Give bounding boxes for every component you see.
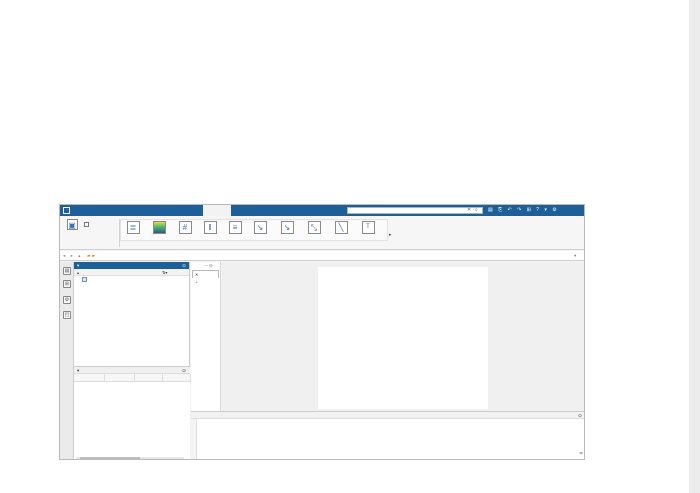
quick-access-toolbar[interactable]: ▤ ⎘ ↶ ↷ ⊞ ? ▾ ⚙ bbox=[488, 207, 559, 213]
text-arrow-icon: ↘ bbox=[254, 221, 267, 234]
files-column-header[interactable]: ▴ ⇅▾ bbox=[74, 269, 189, 276]
workspace-scrollbar[interactable] bbox=[76, 457, 184, 460]
col-size[interactable] bbox=[134, 374, 162, 381]
addons-rail-icon[interactable]: ⚙ bbox=[64, 297, 70, 303]
collapse-icon[interactable]: ▾ bbox=[77, 368, 80, 373]
col-class[interactable] bbox=[162, 374, 190, 381]
nav-arrows-icon[interactable]: ◂ ▸ ▴ bbox=[63, 253, 83, 258]
scrollbar-thumb[interactable] bbox=[80, 457, 140, 460]
top-figure bbox=[0, 0, 700, 190]
tab-tools[interactable] bbox=[287, 205, 315, 216]
matlab-logo-icon bbox=[63, 207, 70, 214]
matlab-window bbox=[59, 204, 585, 460]
figure-tabs-panel bbox=[191, 262, 221, 411]
tab-apps[interactable] bbox=[164, 205, 192, 216]
figure-canvas bbox=[222, 262, 585, 411]
line-icon: ╲ bbox=[335, 221, 348, 234]
left-rail bbox=[60, 262, 74, 460]
checkbox-icon bbox=[84, 222, 89, 227]
address-bar bbox=[60, 251, 585, 261]
save-icon: ▣ bbox=[68, 221, 76, 230]
x-grid-button[interactable] bbox=[200, 221, 220, 236]
ribbon-more-icon[interactable]: ▸ bbox=[389, 232, 392, 238]
workspace-table bbox=[74, 374, 191, 382]
command-window[interactable] bbox=[191, 411, 585, 460]
colorbar-icon bbox=[153, 221, 166, 234]
command-window-header bbox=[191, 412, 585, 419]
arrow-button[interactable] bbox=[277, 221, 297, 236]
y-grid-button[interactable] bbox=[225, 221, 245, 236]
legend-icon: ≣ bbox=[127, 221, 140, 234]
show-code-checkbox[interactable] bbox=[84, 222, 91, 227]
toolstrip-tabs bbox=[60, 205, 585, 216]
col-value[interactable] bbox=[104, 374, 134, 381]
figure-paper[interactable] bbox=[318, 267, 488, 409]
command-window-gutter bbox=[191, 412, 197, 460]
files-rail-icon[interactable]: ▤ bbox=[64, 268, 70, 274]
arrow-icon: ↘ bbox=[281, 221, 294, 234]
tab-home[interactable] bbox=[80, 205, 108, 216]
clear-icon[interactable]: ✕ bbox=[467, 207, 472, 213]
x-grid-icon: ‖ bbox=[204, 221, 217, 234]
double-arrow-button[interactable] bbox=[302, 221, 326, 236]
figure-window-controls[interactable]: – ⊙ bbox=[205, 263, 213, 268]
tab-plots[interactable] bbox=[122, 205, 150, 216]
workspace-panel bbox=[74, 366, 190, 460]
files-panel-header bbox=[74, 262, 189, 269]
page-edge-bar bbox=[689, 0, 700, 493]
embedded-figure[interactable] bbox=[318, 267, 488, 409]
projects-rail-icon[interactable]: ◰ bbox=[64, 312, 70, 318]
collapse-icon[interactable]: ▾ bbox=[77, 263, 80, 268]
col-name[interactable] bbox=[74, 374, 104, 381]
y-grid-icon: ≡ bbox=[229, 221, 242, 234]
save-as-button[interactable] bbox=[63, 219, 81, 232]
panel-menu-icon[interactable]: ⊙ bbox=[182, 368, 186, 373]
double-arrow-icon: ⤡ bbox=[308, 221, 321, 234]
search-icon[interactable]: ⌕ bbox=[475, 207, 478, 213]
line-button[interactable] bbox=[331, 221, 351, 236]
sort-icon[interactable]: ⇅▾ bbox=[162, 270, 168, 275]
colorbar-button[interactable] bbox=[148, 221, 170, 236]
folder-icon[interactable]: ▰▰ bbox=[87, 253, 97, 258]
search-input[interactable] bbox=[347, 207, 483, 214]
tab-figure[interactable] bbox=[203, 205, 231, 216]
tab-figure-1[interactable]: ✕ bbox=[192, 270, 219, 278]
file-item[interactable] bbox=[74, 276, 189, 284]
grid-button[interactable] bbox=[175, 221, 195, 236]
panel-menu-icon[interactable]: ⊙ bbox=[182, 263, 186, 268]
workspace-rail-icon[interactable]: ⊞ bbox=[64, 281, 70, 287]
workspace-header bbox=[74, 367, 190, 374]
files-panel bbox=[74, 262, 190, 460]
chevron-down-icon[interactable]: ▾ bbox=[574, 253, 577, 258]
new-figure-tab-icon[interactable]: + bbox=[195, 280, 198, 286]
legend-button[interactable] bbox=[123, 221, 143, 236]
tab-format[interactable] bbox=[245, 205, 273, 216]
ribbon bbox=[60, 216, 585, 250]
panel-menu-icon[interactable]: ⊙ bbox=[578, 413, 582, 418]
grid-icon: # bbox=[179, 221, 192, 234]
text-box-icon: T bbox=[362, 221, 375, 234]
text-box-button[interactable] bbox=[357, 221, 379, 236]
file-icon bbox=[82, 277, 87, 282]
status-scroll-icon[interactable]: ≑ bbox=[579, 451, 584, 457]
text-arrow-button[interactable] bbox=[249, 221, 271, 236]
